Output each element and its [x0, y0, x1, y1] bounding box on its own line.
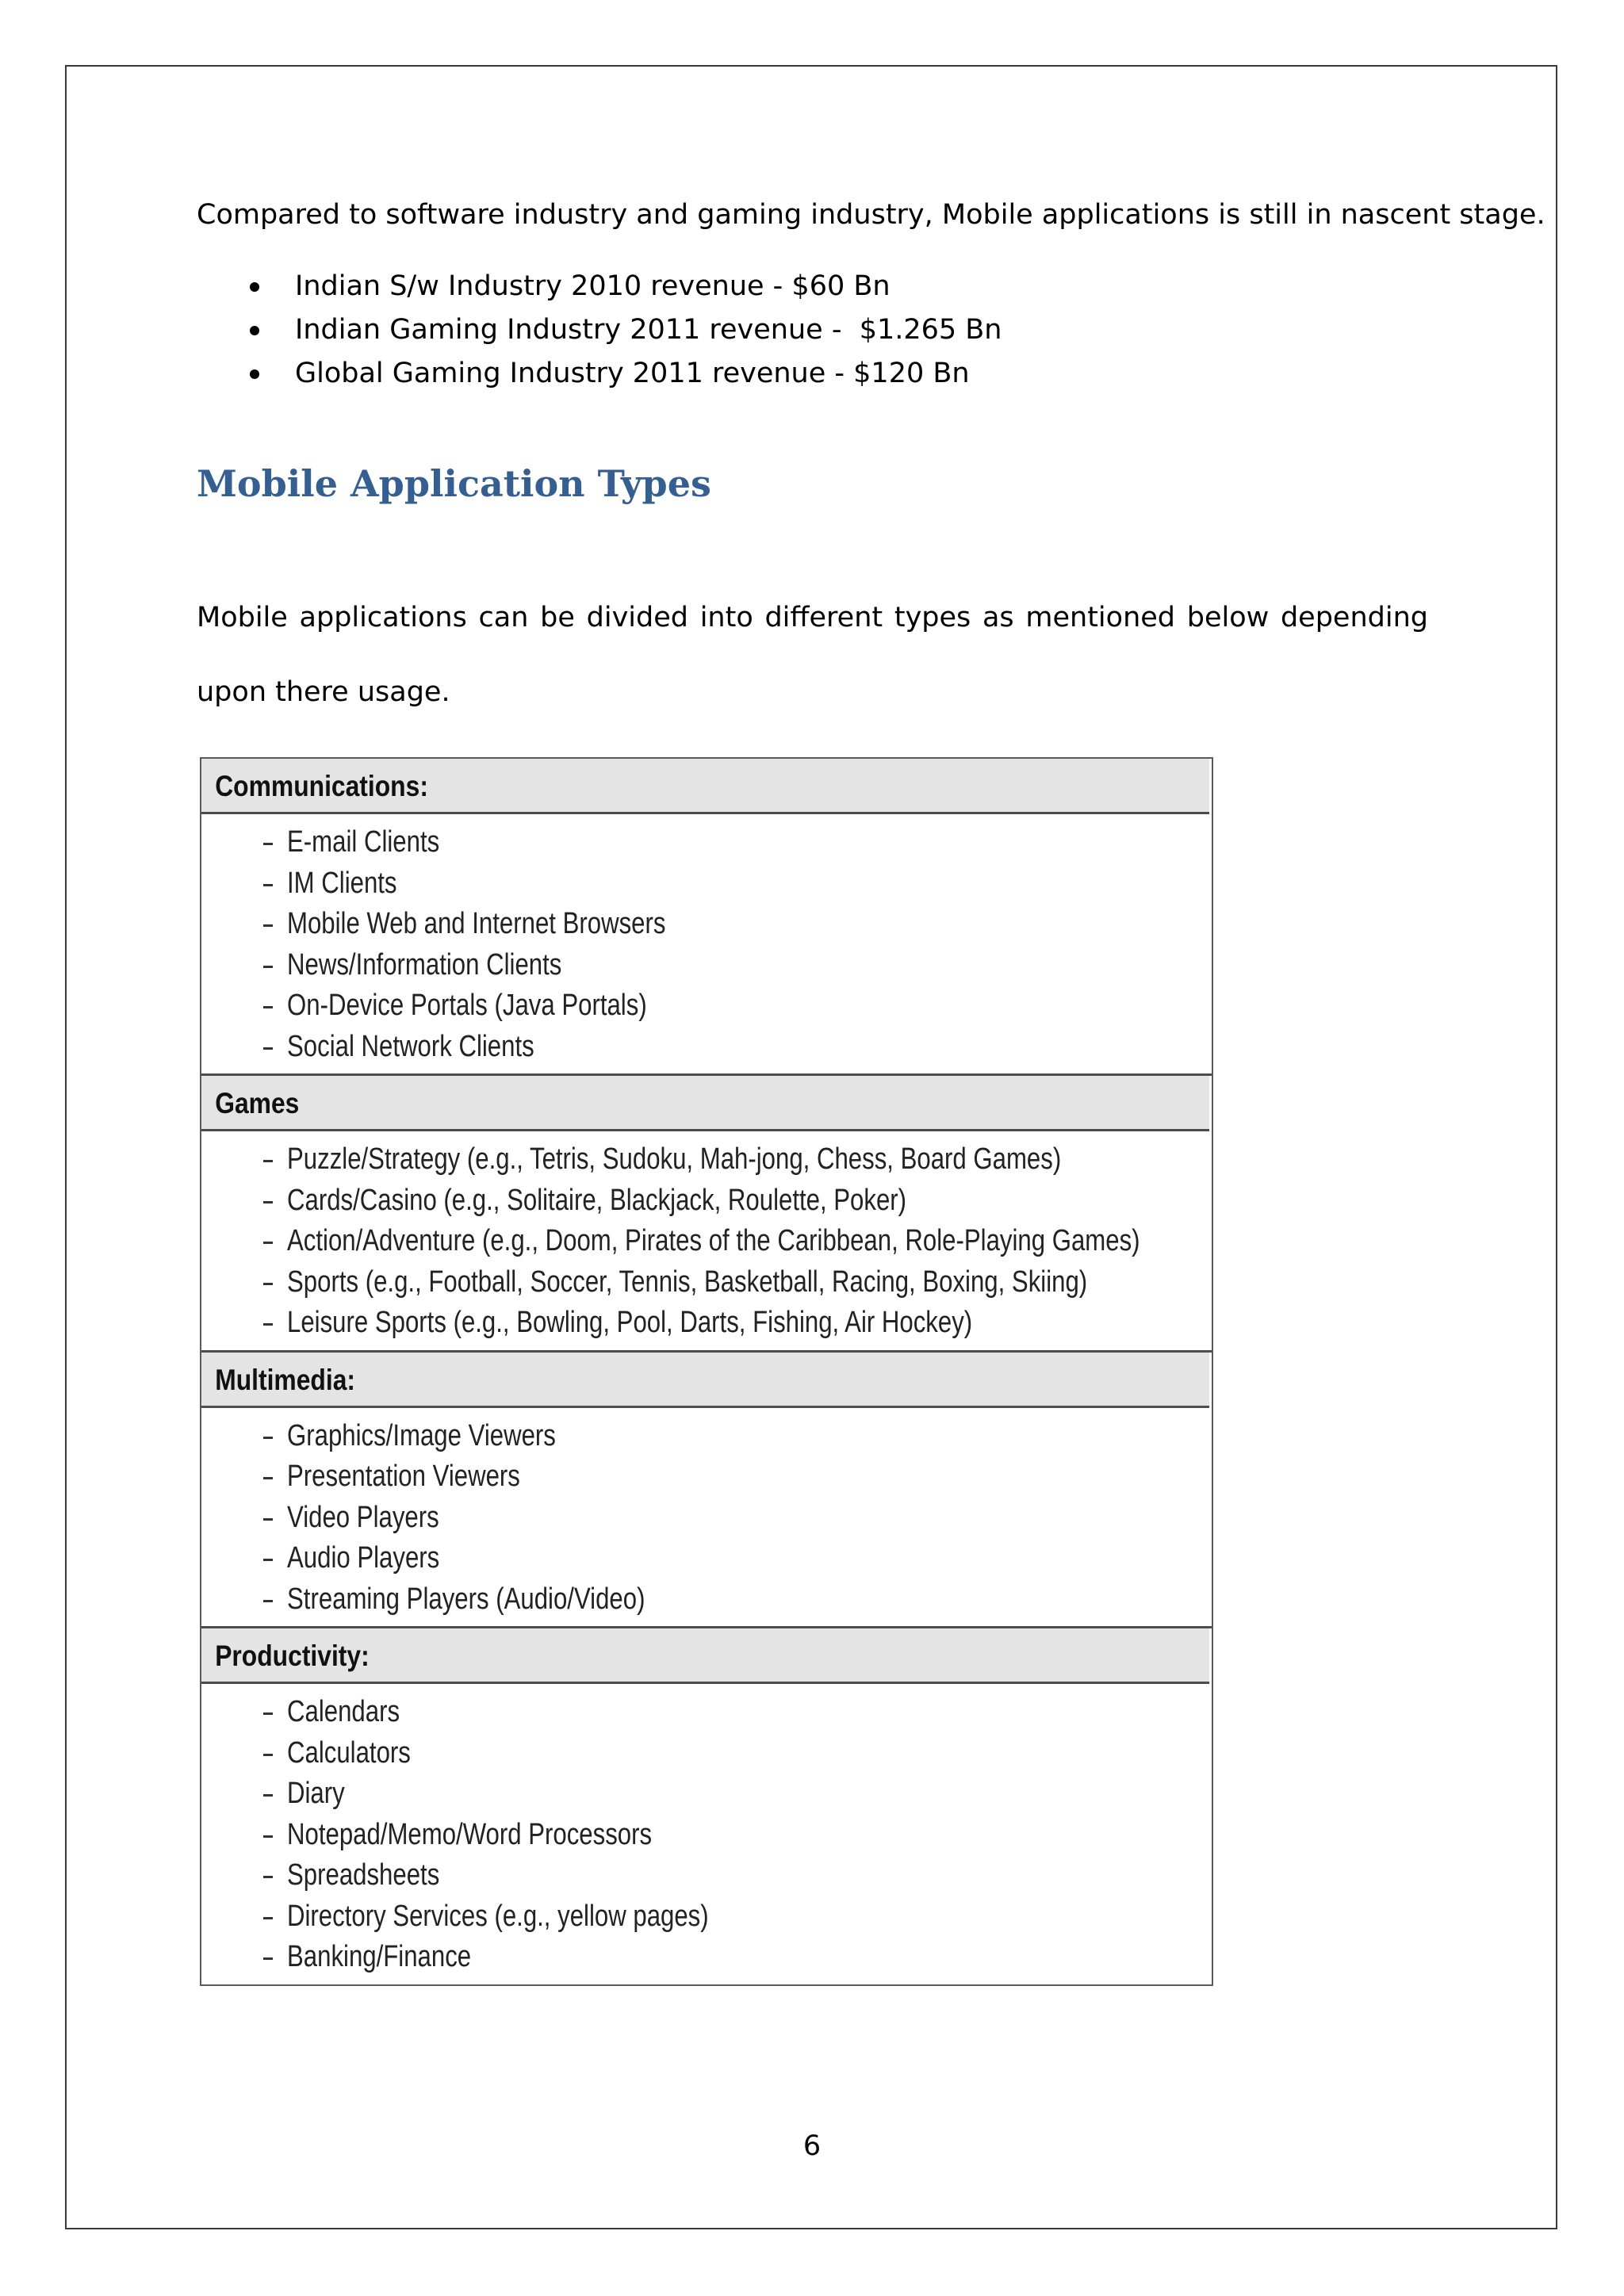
bullet-text: Indian Gaming Industry 2011 revenue - $1.265 Bn	[295, 314, 1002, 346]
application-types-table	[200, 757, 1213, 1986]
dash-icon	[263, 1559, 273, 1561]
category-header: Communications:	[201, 759, 1209, 814]
bullet-icon	[250, 282, 259, 292]
section-heading: Mobile Application Types	[197, 462, 711, 505]
list-item: Streaming Players (Audio/Video)	[201, 1579, 1212, 1621]
category-multimedia	[201, 1353, 1212, 1629]
bullet-item	[197, 310, 1002, 354]
list-item: IM Clients	[201, 863, 1212, 905]
category-items	[201, 814, 1212, 1076]
list-item: Calendars	[201, 1692, 1212, 1733]
dash-icon	[263, 1876, 273, 1878]
bullet-icon	[250, 326, 259, 335]
list-item: Diary	[201, 1774, 1212, 1815]
category-header: Multimedia:	[201, 1353, 1209, 1408]
list-item: Video Players	[201, 1498, 1212, 1539]
list-item: On-Device Portals (Java Portals)	[201, 985, 1212, 1027]
category-items	[201, 1684, 1212, 1984]
dash-icon	[263, 1047, 273, 1050]
list-item: Mobile Web and Internet Browsers	[201, 904, 1212, 945]
dash-icon	[263, 1957, 273, 1960]
list-item: Leisure Sports (e.g., Bowling, Pool, Darts, Fishing, Air Hockey)	[201, 1303, 1212, 1344]
category-items	[201, 1408, 1212, 1629]
bullet-text: Indian S/w Industry 2010 revenue - $60 Bn	[295, 270, 891, 302]
dash-icon	[263, 1917, 273, 1919]
intro-sentence: Compared to software industry and gaming industry, Mobile applications is still in nascent stage.	[197, 199, 1545, 231]
dash-icon	[263, 1754, 273, 1756]
dash-icon	[263, 1242, 273, 1244]
list-item: News/Information Clients	[201, 945, 1212, 986]
list-item: Social Network Clients	[201, 1027, 1212, 1068]
dash-icon	[263, 1283, 273, 1285]
types-paragraph: Mobile applications can be divided into different types as mentioned below depending upon there usage.	[197, 602, 1428, 708]
list-item: Directory Services (e.g., yellow pages)	[201, 1896, 1212, 1938]
dash-icon	[263, 966, 273, 968]
dash-icon	[263, 1437, 273, 1439]
dash-icon	[263, 1323, 273, 1326]
dash-icon	[263, 843, 273, 845]
category-communications	[201, 759, 1212, 1076]
bullet-item	[197, 266, 1002, 310]
list-item: Action/Adventure (e.g., Doom, Pirates of the Caribbean, Role-Playing Games)	[201, 1221, 1212, 1262]
dash-icon	[263, 1712, 273, 1715]
dash-icon	[263, 1600, 273, 1602]
bullet-item	[197, 354, 1002, 397]
bullet-text: Global Gaming Industry 2011 revenue - $120 Bn	[295, 358, 970, 389]
list-item: Calculators	[201, 1733, 1212, 1774]
list-item: Puzzle/Strategy (e.g., Tetris, Sudoku, Mah-jong, Chess, Board Games)	[201, 1139, 1212, 1181]
category-header: Games	[201, 1076, 1209, 1131]
list-item: Presentation Viewers	[201, 1456, 1212, 1498]
dash-icon	[263, 1477, 273, 1479]
dash-icon	[263, 1006, 273, 1008]
category-productivity	[201, 1628, 1212, 1984]
list-item: Graphics/Image Viewers	[201, 1416, 1212, 1457]
list-item: Cards/Casino (e.g., Solitaire, Blackjack, Roulette, Poker)	[201, 1181, 1212, 1222]
list-item: Audio Players	[201, 1538, 1212, 1579]
revenue-bullet-list	[197, 266, 1002, 397]
list-item: Banking/Finance	[201, 1937, 1212, 1978]
dash-icon	[263, 924, 273, 927]
bullet-icon	[250, 369, 259, 379]
dash-icon	[263, 1160, 273, 1162]
category-header: Productivity:	[201, 1628, 1209, 1684]
dash-icon	[263, 1794, 273, 1797]
dash-icon	[263, 1518, 273, 1521]
page-number: 6	[802, 2130, 822, 2162]
list-item: Notepad/Memo/Word Processors	[201, 1815, 1212, 1856]
category-items	[201, 1131, 1212, 1353]
category-games	[201, 1076, 1212, 1353]
list-item: Sports (e.g., Football, Soccer, Tennis, Basketball, Racing, Boxing, Skiing)	[201, 1262, 1212, 1303]
list-item: E-mail Clients	[201, 822, 1212, 863]
dash-icon	[263, 884, 273, 886]
dash-icon	[263, 1835, 273, 1838]
list-item: Spreadsheets	[201, 1855, 1212, 1896]
dash-icon	[263, 1201, 273, 1203]
